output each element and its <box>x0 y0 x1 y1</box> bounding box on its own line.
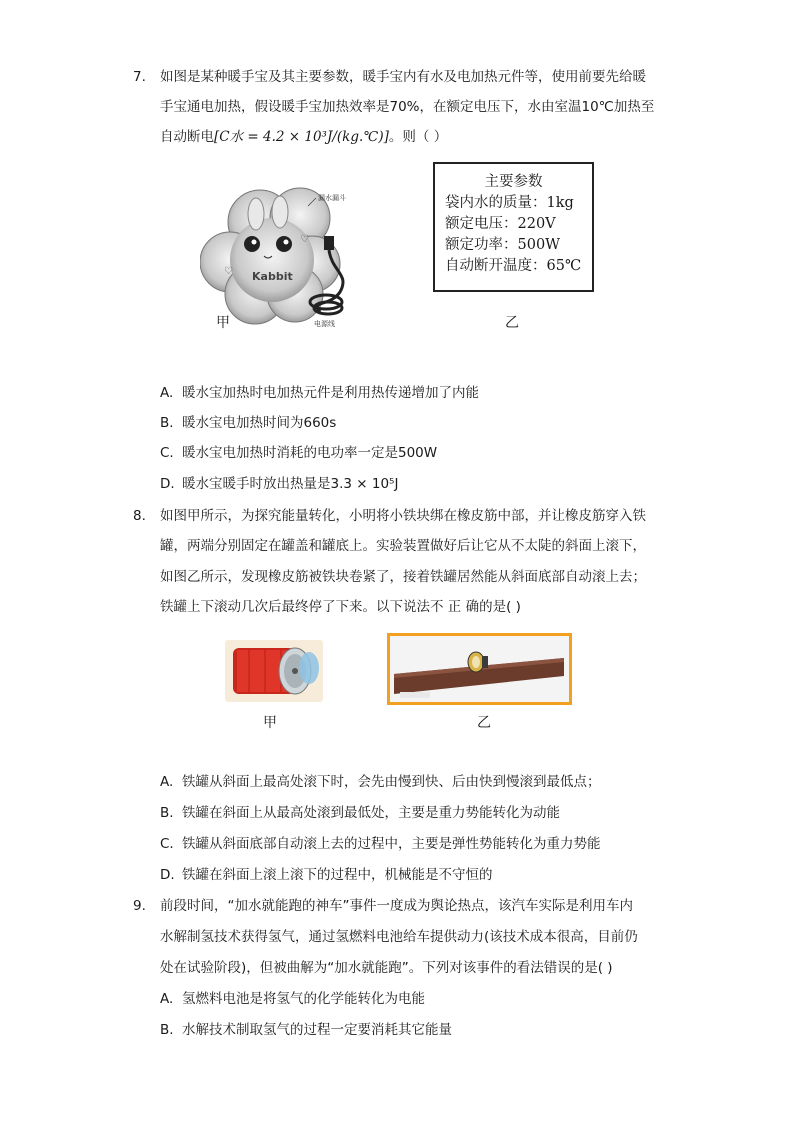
q8-stem-line-1: 如图甲所示，为探究能量转化，小明将小铁块绑在橡皮筋中部，并让橡皮筋穿入铁 <box>160 508 646 524</box>
q8-stem-line-3: 如图乙所示，发现橡皮筋被铁块卷紧了，接着铁罐居然能从斜面底部自动滚上去； <box>160 569 646 585</box>
q7-line3-prefix: 自动断电 <box>160 129 214 145</box>
q9-stem-line-2: 水解制氢技术获得氢气，通过氢燃料电池给车提供动力(该技术成本很高，目前仍 <box>160 929 638 945</box>
q7-option-c: C. 暖水宝电加热时消耗的电功率一定是500W <box>160 445 438 461</box>
q7-figure-a-caption: 甲 <box>216 315 230 331</box>
q7-formula: [C水 = 4.2 × 10³J/(kg.℃)] <box>214 129 389 145</box>
q8-option-b: B. 铁罐在斜面上从最高处滚到最低处，主要是重力势能转化为动能 <box>160 805 560 821</box>
incline-figure <box>387 633 572 705</box>
param-rated-power: 额定功率：500W <box>445 237 561 253</box>
q9-option-b: B. 水解技术制取氢气的过程一定要消耗其它能量 <box>160 1022 452 1038</box>
svg-text:♡: ♡ <box>300 234 309 245</box>
q8-stem-line-4: 铁罐上下滚动几次后最终停了下来。以下说法不 正 确的是( ) <box>160 599 521 615</box>
q8-option-a: A. 铁罐从斜面上最高处滚下时，会先由慢到快、后由快到慢滚到最低点； <box>160 774 601 790</box>
hand-warmer-label-top: 漏水漏斗 <box>318 194 346 202</box>
q7-number: 7. <box>133 69 146 85</box>
q7-line3-suffix: 。则（ ） <box>388 129 448 145</box>
q9-stem-line-3: 处在试验阶段)，但被曲解为“加水就能跑”。下列对该事件的看法错误的是( ) <box>160 960 613 976</box>
hand-warmer-brand: Kabbit <box>252 270 293 283</box>
param-cutoff-temp: 自动断开温度：65℃ <box>445 258 582 274</box>
q7-stem-line-2: 手宝通电加热，假设暖手宝加热效率是70%，在额定电压下，水由室温10℃加热至 <box>160 99 655 115</box>
q8-number: 8. <box>133 508 146 524</box>
q9-option-a: A. 氢燃料电池是将氢气的化学能转化为电能 <box>160 991 425 1007</box>
hand-warmer-figure <box>200 182 380 332</box>
params-title: 主要参数 <box>484 174 543 190</box>
q7-stem-line-1: 如图是某种暖手宝及其主要参数，暖手宝内有水及电加热元件等，使用前要先给暖 <box>160 69 646 85</box>
q8-option-c: C. 铁罐从斜面底部自动滚上去的过程中，主要是弹性势能转化为重力势能 <box>160 836 601 852</box>
q8-figure-b-caption: 乙 <box>477 715 491 731</box>
q7-figure-b-caption: 乙 <box>505 315 519 331</box>
q7-option-a: A. 暖水宝加热时电加热元件是利用热传递增加了内能 <box>160 385 479 401</box>
q8-figure-a-caption: 甲 <box>263 715 277 731</box>
q7-stem-line-3 <box>160 128 447 146</box>
param-rated-voltage: 额定电压：220V <box>445 216 556 232</box>
svg-text:♡: ♡ <box>224 266 233 277</box>
tin-can-figure <box>225 640 323 702</box>
q7-option-d: D. 暖水宝暖手时放出热量是3.3 × 10⁵J <box>160 476 399 492</box>
q7-parameter-table <box>433 162 594 292</box>
q7-option-b: B. 暖水宝电加热时间为660s <box>160 415 337 431</box>
hand-warmer-label-bottom: 电源线 <box>314 320 335 328</box>
param-water-mass: 袋内水的质量：1kg <box>445 195 574 211</box>
q9-stem-line-1: 前段时间，“加水就能跑的神车”事件一度成为舆论热点，该汽车实际是利用车内 <box>160 898 633 914</box>
q9-number: 9. <box>133 898 146 914</box>
q8-option-d: D. 铁罐在斜面上滚上滚下的过程中，机械能是不守恒的 <box>160 867 493 883</box>
q8-stem-line-2: 罐，两端分别固定在罐盖和罐底上。实验装置做好后让它从不太陡的斜面上滚下， <box>160 538 646 554</box>
